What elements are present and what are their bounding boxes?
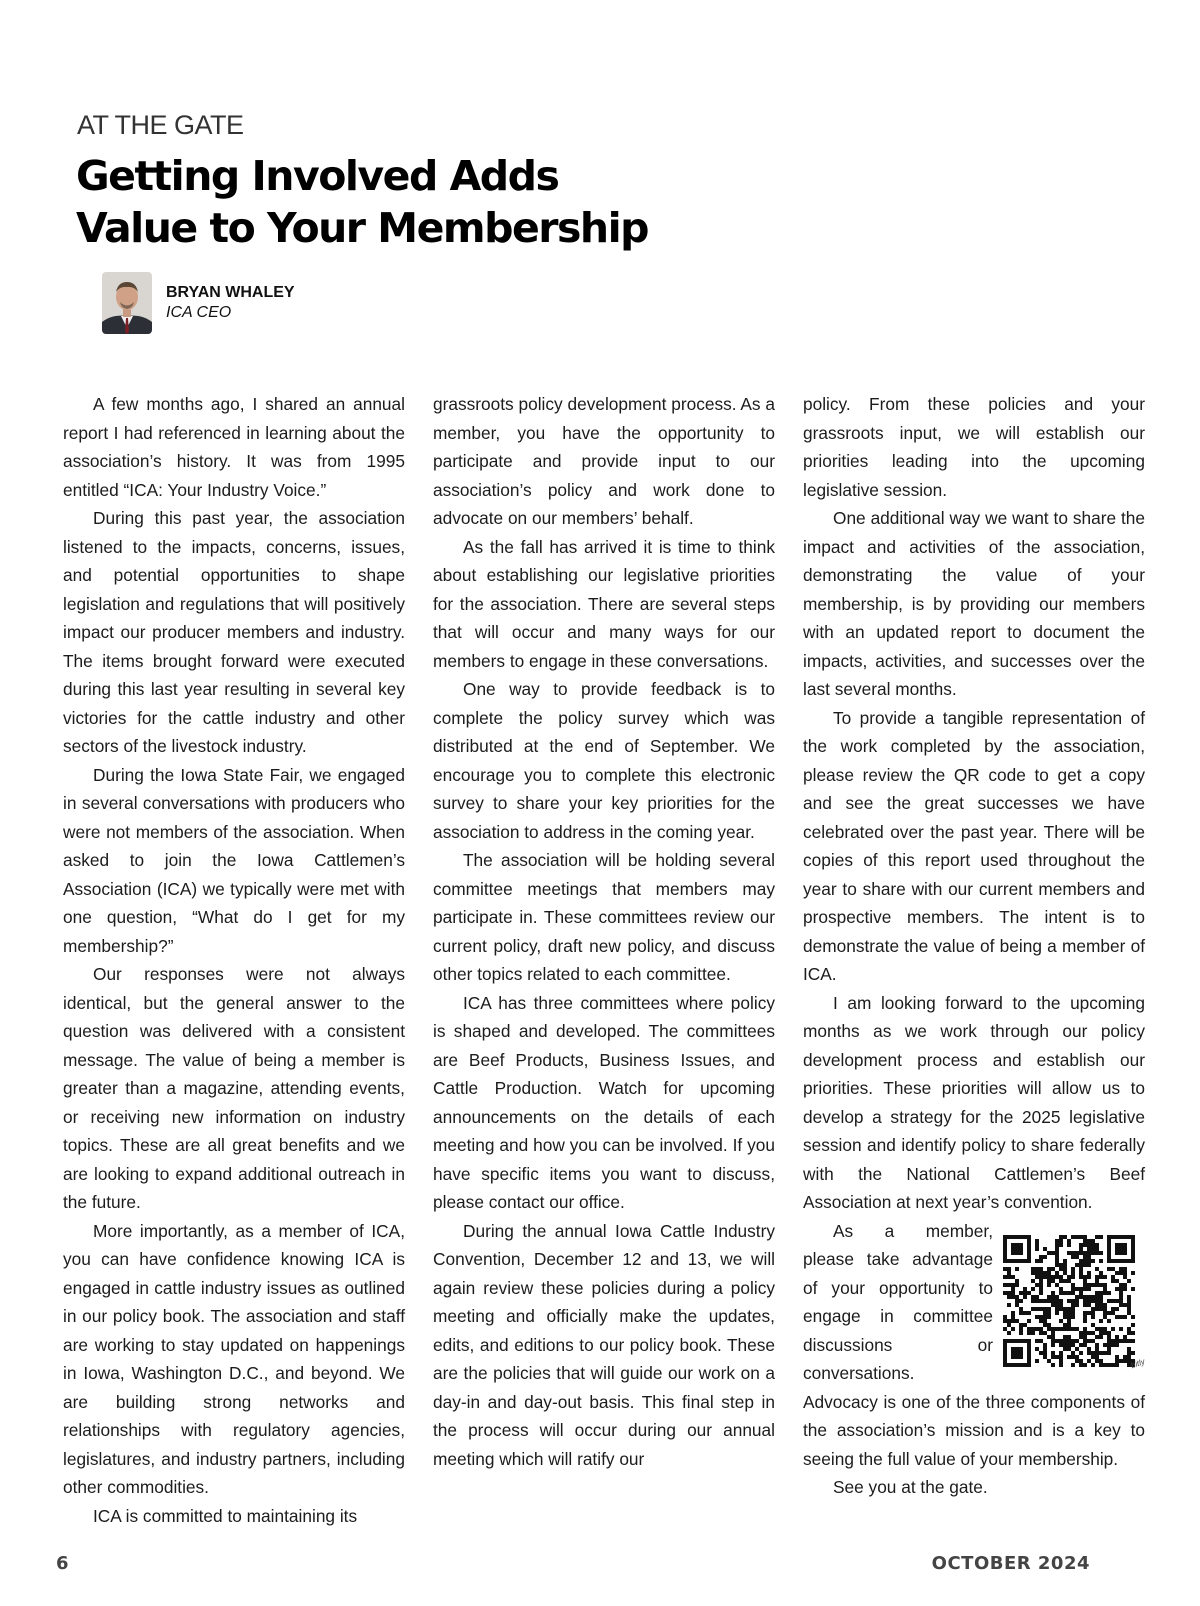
issue-date: OCTOBER 2024 <box>931 1553 1090 1574</box>
page-number: 6 <box>56 1553 69 1574</box>
paragraph: During the Iowa State Fair, we engaged in several conversations with producers who were not members of the association. When asked to join the Iowa Cattlemen’s Association (ICA) we typically were met with one question, “What do I get for my membership?” <box>63 764 405 956</box>
paragraph: Our responses were not always identical, but the general answer to the question was delivered with a consistent message. The value of being a member is greater than a magazine, attending events, or receiving new information on industry topics. These are all great benefits and we are looking to expand additional outreach in the future. <box>63 964 405 1212</box>
article-column-2 <box>433 390 775 1473</box>
paragraph: The association will be holding several committee meetings that members may participate in. These committees review our current policy, draft new policy, and discuss other topics related to each committee. <box>433 850 775 984</box>
qr-brand-label: bitly <box>1129 1356 1146 1371</box>
paragraph: A few months ago, I shared an annual report I had referenced in learning about the association’s history. It was from 1995 entitled “ICA: Your Industry Voice.” <box>63 394 405 500</box>
paragraph: I am looking forward to the upcoming months as we work through our policy development process and establish our priorities. These priorities will allow us to develop a strategy for the 2025 legislative session and identify policy to share federally with the National Cattlemen’s Beef Association at next year’s convention. <box>803 992 1145 1212</box>
author-info <box>166 284 295 322</box>
paragraph: One additional way we want to share the impact and activities of the association, demonstrating the value of your membership, is by providing our members with an updated report to document the impacts, activities, and successes over the last several months. <box>803 508 1145 699</box>
author-title: ICA CEO <box>166 304 232 321</box>
section-kicker: AT THE GATE <box>77 110 244 140</box>
qr-code-icon <box>1003 1235 1135 1367</box>
headline-line-1: Getting Involved Adds <box>76 152 559 200</box>
paragraph: One way to provide feedback is to complete the policy survey which was distributed at the end of September. We encourage you to complete this electronic survey to share your key priorities for the association to address in the coming year. <box>433 679 775 842</box>
paragraph: grassroots policy development process. As a member, you have the opportunity to participate and provide input to our association’s policy and work done to advocate on our members’ behalf. <box>433 394 775 528</box>
paragraph: ICA is committed to maintaining its <box>93 1505 358 1526</box>
headline-line-2: Value to Your Membership <box>76 204 648 252</box>
article-column-3 <box>803 390 1145 1502</box>
article-headline <box>76 150 648 254</box>
author-photo <box>102 272 152 334</box>
paragraph: During the annual Iowa Cattle Industry Convention, December 12 and 13, we will again review these policies during a policy meeting and officially make the updates, edits, and editions to our policy book. These are the policies that will guide our work on a day-in and day-out basis. This final step in the process will occur during our annual meeting which will ratify our <box>433 1220 775 1469</box>
author-byline <box>102 272 295 334</box>
paragraph: During this past year, the association listened to the impacts, concerns, issues, and potential opportunities to shape legislation and regulations that will positively impact our producer members and industry. The items brought forward were executed during this last year resulting in several key victories for the cattle industry and other sectors of the livestock industry. <box>63 508 405 756</box>
paragraph: ICA has three committees where policy is shaped and developed. The committees are Beef Products, Business Issues, and Cattle Production. Watch for upcoming announcements on the details of each meeting and how you can be involved. If you have specific items you want to discuss, please contact our office. <box>433 992 775 1212</box>
qr-code[interactable] <box>1003 1235 1145 1375</box>
author-name: BRYAN WHALEY <box>166 284 295 301</box>
paragraph: policy. From these policies and your grassroots input, we will establish our priorities leading into the upcoming legislative session. <box>803 394 1145 500</box>
paragraph: As the fall has arrived it is time to think about establishing our legislative priorities for the association. There are several steps that will occur and many ways for our members to engage in these conversations. <box>433 536 775 671</box>
paragraph: As a member, please take advantage of your opportunity to engage in committee discussions or conversations. Advocacy is one of the three components of the association’s mission and is a key to seeing the full value of your membership. <box>803 1220 1145 1469</box>
paragraph: To provide a tangible representation of the work completed by the association, please review the QR code to get a copy and see the great successes we have celebrated over the past year. There will be copies of this report used throughout the year to share with our current members and prospective members. The intent is to demonstrate the value of being a member of ICA. <box>803 707 1145 984</box>
article-column-1 <box>63 390 405 1530</box>
paragraph: More importantly, as a member of ICA, you can have confidence knowing ICA is engaged in cattle industry issues as outlined in our policy book. The association and staff are working to stay updated on happenings in Iowa, Washington D.C., and beyond. We are building strong networks and relationships with regulatory agencies, legislatures, and industry partners, including other commodities. <box>63 1220 405 1497</box>
paragraph: See you at the gate. <box>833 1477 988 1497</box>
